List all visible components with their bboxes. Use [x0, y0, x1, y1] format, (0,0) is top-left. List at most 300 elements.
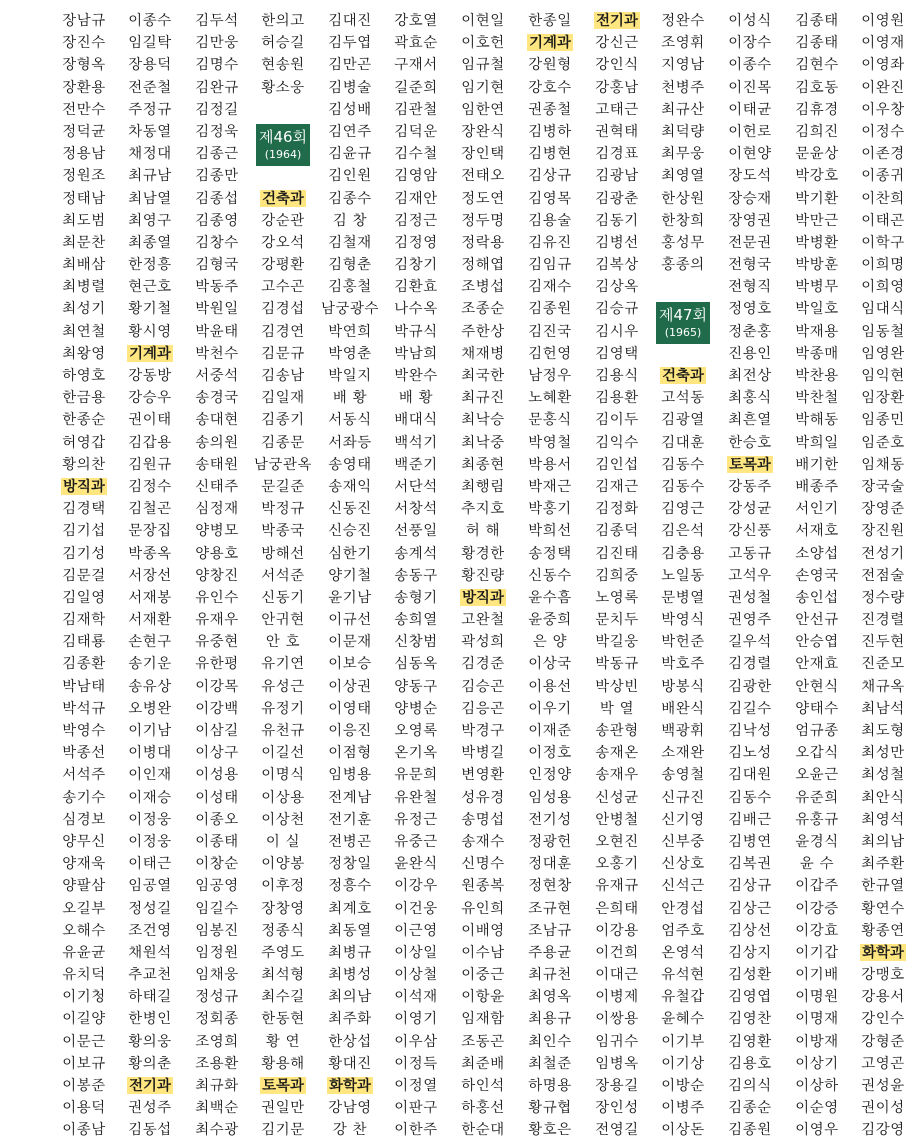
graduate-name: 정성길: [128, 900, 172, 917]
graduate-name: 송재온: [595, 745, 639, 762]
graduate-name: 박방훈: [795, 257, 839, 274]
graduate-name: 송명섭: [461, 811, 505, 828]
graduate-name: 이기갑: [795, 944, 839, 961]
department-label: 토목과: [262, 1077, 304, 1094]
graduate-name: 김성환: [728, 967, 772, 984]
graduate-name: 이삼길: [195, 723, 239, 739]
graduate-name: 은희태: [595, 900, 639, 917]
graduate-name: 박종매: [795, 345, 839, 362]
graduate-name: 김길수: [728, 700, 772, 717]
graduate-name: 장용덕: [128, 57, 172, 74]
graduate-name: 김휴경: [795, 101, 839, 118]
graduate-name: 김경연: [261, 323, 305, 340]
graduate-name: 안 호: [265, 634, 301, 651]
graduate-name: 김정화: [595, 501, 639, 518]
graduate-name: 김두석: [195, 13, 239, 29]
graduate-name: 최흔열: [728, 412, 772, 429]
graduate-name: 이근영: [394, 922, 438, 939]
graduate-name: 선풍일: [394, 523, 438, 540]
graduate-name: 김병하: [528, 123, 572, 140]
graduate-name: 최홍식: [728, 390, 772, 407]
graduate-name: 송기운: [128, 656, 172, 673]
graduate-name: 백준기: [394, 456, 438, 473]
graduate-name: 배대식: [394, 412, 438, 429]
graduate-name: 소재완: [661, 745, 705, 762]
graduate-name: 김창수: [195, 234, 239, 251]
graduate-name: 안병철: [595, 811, 639, 828]
graduate-name: 천병주: [661, 79, 705, 96]
graduate-name: 이강증: [795, 900, 839, 917]
graduate-name: 임익현: [861, 368, 905, 384]
graduate-name: 이수남: [461, 944, 505, 961]
graduate-name: 이 실: [265, 833, 301, 850]
graduate-name: 김경준: [461, 656, 505, 673]
roster-column: [317, 10, 384, 1142]
graduate-name: 박만근: [795, 212, 839, 229]
graduate-name: 조종순: [461, 301, 505, 318]
graduate-name: 김승곤: [461, 678, 505, 695]
graduate-name: 박영철: [528, 434, 572, 451]
graduate-name: 이건웅: [394, 900, 438, 917]
graduate-name: 김기섭: [62, 523, 106, 540]
graduate-name: 최덕량: [661, 123, 705, 140]
graduate-name: 박남태: [62, 678, 106, 695]
empty-cell: [250, 99, 317, 121]
graduate-name: 강성균: [728, 501, 772, 518]
graduate-name: 최왕영: [62, 345, 106, 362]
graduate-name: 유석현: [661, 967, 705, 984]
graduate-name: 박병환: [795, 234, 839, 251]
graduate-name: 이판구: [394, 1100, 438, 1117]
department-label: 건축과: [262, 189, 304, 207]
graduate-name: 홍종의: [661, 257, 705, 274]
graduate-name: 전문권: [728, 234, 772, 251]
graduate-name: 박희일: [795, 434, 839, 451]
graduate-name: 권종철: [528, 101, 572, 118]
graduate-name: 정완수: [661, 13, 705, 29]
graduate-name: 이강목: [195, 678, 239, 695]
graduate-name: 최남열: [128, 190, 172, 207]
graduate-name: 박일지: [328, 368, 372, 384]
graduate-name: 장진원: [861, 523, 905, 540]
graduate-name: 박홍기: [528, 501, 572, 518]
graduate-name: 양팔삼: [62, 878, 106, 895]
graduate-name: 김경렬: [728, 656, 772, 673]
graduate-name: 이양봉: [261, 856, 305, 873]
graduate-name: 하태길: [128, 989, 172, 1006]
graduate-name: 황의춘: [128, 1055, 172, 1072]
graduate-name: 김두엽: [328, 35, 372, 52]
graduate-name: 박영식: [661, 612, 705, 629]
graduate-name: 이건희: [595, 944, 639, 961]
graduate-name: 이종수: [728, 57, 772, 74]
department-heading: [317, 1075, 384, 1097]
roster-column: [717, 10, 784, 1142]
graduate-name: 강호열: [394, 13, 438, 29]
graduate-name: 양동구: [394, 678, 438, 695]
graduate-name: 김인원: [328, 168, 372, 185]
graduate-name: 이강백: [195, 700, 239, 717]
graduate-name: 한상섭: [328, 1033, 372, 1050]
graduate-name: 이찬희: [861, 190, 905, 207]
graduate-name: 김은석: [661, 523, 705, 540]
graduate-name: 전기훈: [328, 811, 372, 828]
graduate-name: 최준배: [461, 1055, 505, 1072]
graduate-name: 이방순: [661, 1078, 705, 1094]
graduate-name: 이강효: [795, 922, 839, 939]
graduate-name: 최종열: [128, 234, 172, 251]
graduate-name: 정영호: [728, 301, 772, 318]
graduate-name: 최영구: [128, 212, 172, 229]
graduate-name: 이태곤: [861, 212, 905, 229]
department-label: 전기과: [129, 1077, 171, 1094]
graduate-name: 문윤상: [795, 146, 839, 163]
graduate-name: 김종환: [62, 656, 106, 673]
graduate-name: 이현일: [461, 13, 505, 29]
graduate-name: 손현구: [128, 634, 172, 651]
graduate-name: 양무신: [62, 833, 106, 850]
empty-cell: [250, 165, 317, 187]
graduate-name: 이영우: [795, 1122, 839, 1139]
graduate-name: 최석형: [261, 967, 305, 984]
graduate-name: 송정택: [528, 545, 572, 562]
graduate-name: 권이성: [861, 1100, 905, 1117]
graduate-name: 오병완: [128, 700, 172, 717]
graduate-name: 김종섭: [195, 190, 239, 207]
graduate-name: 임귀수: [595, 1033, 639, 1050]
graduate-name: 김경표: [595, 146, 639, 163]
graduate-name: 이재준: [528, 723, 572, 739]
roster-column: [784, 10, 851, 1142]
graduate-name: 엄규종: [795, 723, 839, 739]
graduate-name: 서중석: [195, 368, 239, 384]
graduate-name: 엄주호: [661, 922, 705, 939]
graduate-name: 김병술: [328, 79, 372, 96]
graduate-name: 서좌등: [328, 434, 372, 451]
graduate-name: 김정길: [195, 101, 239, 118]
graduate-name: 김광춘: [595, 190, 639, 207]
graduate-name: 윤수흠: [528, 589, 572, 606]
empty-cell: [650, 276, 717, 298]
graduate-name: 채재병: [461, 345, 505, 362]
graduate-name: 이정득: [394, 1055, 438, 1072]
graduate-name: 노혜환: [528, 390, 572, 407]
graduate-name: 강인수: [861, 1011, 905, 1028]
graduate-name: 최성철: [861, 767, 905, 784]
graduate-name: 조규현: [528, 900, 572, 917]
graduate-name: 임동철: [861, 323, 905, 340]
graduate-name: 이종태: [195, 833, 239, 850]
department-label: 토목과: [729, 455, 771, 473]
graduate-name: 이기배: [795, 967, 839, 984]
department-heading: [117, 1075, 184, 1097]
graduate-name: 박찬용: [795, 368, 839, 384]
graduate-name: 김문규: [261, 345, 305, 362]
graduate-name: 김성배: [328, 101, 372, 118]
department-heading: [717, 454, 784, 476]
graduate-name: 박정규: [261, 501, 305, 518]
graduate-name: 조동곤: [461, 1033, 505, 1050]
graduate-name: 박헌준: [661, 634, 705, 651]
graduate-name: 최수길: [261, 989, 305, 1006]
graduate-name: 신태주: [195, 478, 239, 495]
graduate-name: 최주환: [861, 856, 905, 873]
graduate-name: 유치덕: [62, 967, 106, 984]
graduate-name: 백석기: [394, 434, 438, 451]
graduate-name: 김상규: [728, 878, 772, 895]
graduate-name: 최남석: [861, 700, 905, 717]
graduate-name: 정흥수: [328, 878, 372, 895]
graduate-name: 한정흥: [128, 257, 172, 274]
graduate-name: 김용술: [528, 212, 572, 229]
graduate-name: 서재호: [795, 523, 839, 540]
graduate-name: 임채웅: [195, 967, 239, 984]
roster-column: [584, 10, 651, 1142]
graduate-name: 황연수: [861, 900, 905, 917]
graduate-name: 김병현: [528, 146, 572, 163]
graduate-name: 김인섭: [595, 456, 639, 473]
graduate-name: 신동기: [261, 589, 305, 606]
graduate-name: 권성주: [128, 1100, 172, 1117]
graduate-name: 한창희: [661, 212, 705, 229]
graduate-name: 김원규: [128, 456, 172, 473]
roster-column: [383, 10, 450, 1142]
graduate-name: 윤중희: [528, 612, 572, 629]
graduate-name: 임종민: [861, 412, 905, 429]
graduate-name: 서재봉: [128, 589, 172, 606]
graduate-name: 황기철: [128, 301, 172, 318]
graduate-name: 최행림: [461, 478, 505, 495]
department-label: 화학과: [329, 1077, 371, 1094]
graduate-name: 이기남: [128, 723, 172, 739]
graduate-name: 임규철: [461, 57, 505, 74]
graduate-name: 이병주: [661, 1100, 705, 1117]
graduate-name: 양기철: [328, 567, 372, 584]
graduate-name: 심정재: [195, 501, 239, 518]
graduate-name: 김형춘: [328, 257, 372, 274]
graduate-name: 최규진: [461, 390, 505, 407]
graduate-name: 최병성: [328, 967, 372, 984]
graduate-name: 이상일: [394, 944, 438, 961]
graduate-name: 김동기: [595, 212, 639, 229]
graduate-name: 이기상: [661, 1055, 705, 1072]
graduate-name: 이길선: [261, 745, 305, 762]
graduate-name: 김종태: [795, 35, 839, 52]
graduate-name: 김태룡: [62, 634, 106, 651]
graduate-name: 김응곤: [461, 700, 505, 717]
graduate-name: 이용덕: [62, 1100, 106, 1117]
graduate-name: 최영옥: [528, 989, 572, 1006]
graduate-name: 장국술: [861, 478, 905, 495]
graduate-name: 장용길: [595, 1078, 639, 1094]
graduate-name: 이태근: [128, 856, 172, 873]
graduate-name: 진두현: [861, 634, 905, 651]
graduate-name: 정두명: [461, 212, 505, 229]
graduate-name: 유인희: [461, 900, 505, 917]
graduate-name: 박강호: [795, 168, 839, 185]
graduate-name: 박규식: [394, 323, 438, 340]
graduate-name: 최도범: [62, 212, 106, 229]
graduate-name: 정대훈: [528, 856, 572, 873]
graduate-name: 최의남: [328, 989, 372, 1006]
graduate-name: 임공열: [128, 878, 172, 895]
graduate-name: 박병무: [795, 279, 839, 296]
graduate-name: 김환효: [394, 279, 438, 296]
graduate-name: 송계석: [394, 545, 438, 562]
graduate-name: 이봉준: [62, 1078, 106, 1094]
graduate-name: 송의원: [195, 434, 239, 451]
graduate-name: 권일만: [261, 1100, 305, 1117]
graduate-name: 정해엽: [461, 257, 505, 274]
graduate-name: 이태균: [728, 101, 772, 118]
graduate-name: 유홍규: [795, 811, 839, 828]
graduate-name: 김대훈: [661, 434, 705, 451]
graduate-name: 심한기: [328, 545, 372, 562]
graduate-name: 박호주: [661, 656, 705, 673]
graduate-name: 소양섭: [795, 545, 839, 562]
graduate-name: 문홍식: [528, 412, 572, 429]
graduate-name: 임대식: [861, 301, 905, 318]
department-heading: [250, 188, 317, 210]
graduate-name: 온영석: [661, 944, 705, 961]
graduate-name: 임성용: [528, 789, 572, 806]
graduate-name: 김정근: [394, 212, 438, 229]
graduate-name: 이보규: [62, 1055, 106, 1072]
graduate-name: 하명용: [528, 1078, 572, 1094]
graduate-name: 황의찬: [62, 456, 106, 473]
graduate-name: 김 창: [332, 212, 368, 229]
department-heading: [117, 343, 184, 365]
roster-column: [450, 10, 517, 1142]
graduate-name: 한병인: [128, 1011, 172, 1028]
graduate-name: 전만수: [62, 101, 106, 118]
graduate-name: 이종귀: [861, 168, 905, 185]
graduate-name: 장창영: [261, 900, 305, 917]
department-heading: [517, 32, 584, 54]
graduate-name: 박일호: [795, 301, 839, 318]
graduate-name: 박희선: [528, 523, 572, 540]
session-year: (1964): [264, 148, 302, 161]
graduate-name: 김종영: [195, 212, 239, 229]
graduate-name: 황 연: [265, 1033, 301, 1050]
graduate-name: 이창순: [195, 856, 239, 873]
department-heading: [584, 10, 651, 32]
graduate-name: 김재안: [394, 190, 438, 207]
graduate-name: 김종순: [728, 1100, 772, 1117]
department-heading: [650, 365, 717, 387]
graduate-name: 신상호: [661, 856, 705, 873]
graduate-name: 김의식: [728, 1078, 772, 1094]
graduate-name: 허 해: [465, 523, 501, 540]
graduate-name: 김영근: [661, 501, 705, 518]
graduate-name: 전준철: [128, 79, 172, 96]
graduate-name: 송대현: [195, 412, 239, 429]
graduate-name: 이문근: [62, 1033, 106, 1050]
graduate-name: 이방재: [795, 1033, 839, 1050]
graduate-name: 서석준: [261, 567, 305, 584]
graduate-name: 이병제: [595, 989, 639, 1006]
graduate-name: 이우창: [861, 101, 905, 118]
graduate-name: 안현식: [795, 678, 839, 695]
graduate-name: 하홍선: [461, 1100, 505, 1117]
graduate-name: 임재함: [461, 1011, 505, 1028]
graduate-name: 임기현: [461, 79, 505, 96]
graduate-name: 최국한: [461, 368, 505, 384]
graduate-name: 임장환: [861, 390, 905, 407]
graduate-name: 이후정: [261, 878, 305, 895]
graduate-name: 이기부: [661, 1033, 705, 1050]
graduate-name: 이희영: [861, 279, 905, 296]
graduate-name: 김동수: [728, 789, 772, 806]
graduate-name: 김상근: [728, 900, 772, 917]
graduate-name: 송유상: [128, 678, 172, 695]
graduate-name: 유성근: [261, 678, 305, 695]
graduate-name: 김병연: [728, 833, 772, 850]
graduate-name: 한종일: [528, 13, 572, 29]
graduate-name: 최종현: [461, 456, 505, 473]
graduate-name: 이우기: [528, 700, 572, 717]
graduate-name: 한금용: [62, 390, 106, 407]
graduate-name: 배기한: [795, 456, 839, 473]
graduate-name: 김시우: [595, 323, 639, 340]
graduate-name: 유정근: [394, 811, 438, 828]
graduate-name: 김완규: [195, 79, 239, 96]
graduate-name: 최규화: [195, 1078, 239, 1094]
graduate-name: 김승규: [595, 301, 639, 318]
graduate-name: 김재근: [595, 478, 639, 495]
graduate-name: 신창범: [394, 634, 438, 651]
graduate-name: 김현수: [795, 57, 839, 74]
graduate-name: 최규산: [661, 101, 705, 118]
graduate-name: 이길양: [62, 1011, 106, 1028]
graduate-name: 이희명: [861, 257, 905, 274]
graduate-name: 정태남: [62, 190, 106, 207]
graduate-name: 권성윤: [861, 1078, 905, 1094]
graduate-name: 최안식: [861, 789, 905, 806]
graduate-name: 김헌영: [528, 345, 572, 362]
graduate-name: 신석근: [661, 878, 705, 895]
graduate-name: 손영국: [795, 567, 839, 584]
graduate-name: 김복상: [595, 257, 639, 274]
graduate-name: 강동주: [728, 478, 772, 495]
graduate-name: 박종국: [261, 523, 305, 540]
graduate-name: 최병규: [328, 944, 372, 961]
graduate-name: 김종원: [528, 301, 572, 318]
graduate-name: 남궁광수: [320, 301, 379, 318]
graduate-name: 이명식: [261, 767, 305, 784]
graduate-name: 김강영: [861, 1122, 905, 1139]
graduate-name: 전형직: [728, 279, 772, 296]
graduate-name: 이명원: [795, 989, 839, 1006]
graduate-name: 최용규: [528, 1011, 572, 1028]
graduate-name: 남궁관옥: [253, 456, 312, 473]
graduate-name: 송형기: [394, 589, 438, 606]
graduate-name: 양용호: [195, 545, 239, 562]
graduate-name: 길준희: [394, 79, 438, 96]
graduate-name: 윤혜수: [661, 1011, 705, 1028]
graduate-name: 서재환: [128, 612, 172, 629]
graduate-name: 김상규: [528, 168, 572, 185]
graduate-name: 주정규: [128, 101, 172, 118]
graduate-name: 곽효순: [394, 35, 438, 52]
graduate-name: 김상선: [728, 922, 772, 939]
graduate-name: 정현창: [528, 878, 572, 895]
graduate-name: 고동규: [728, 545, 772, 562]
graduate-name: 김익수: [595, 434, 639, 451]
graduate-name: 배 황: [332, 390, 368, 407]
graduate-name: 조남규: [528, 922, 572, 939]
graduate-name: 김경섭: [261, 301, 305, 318]
